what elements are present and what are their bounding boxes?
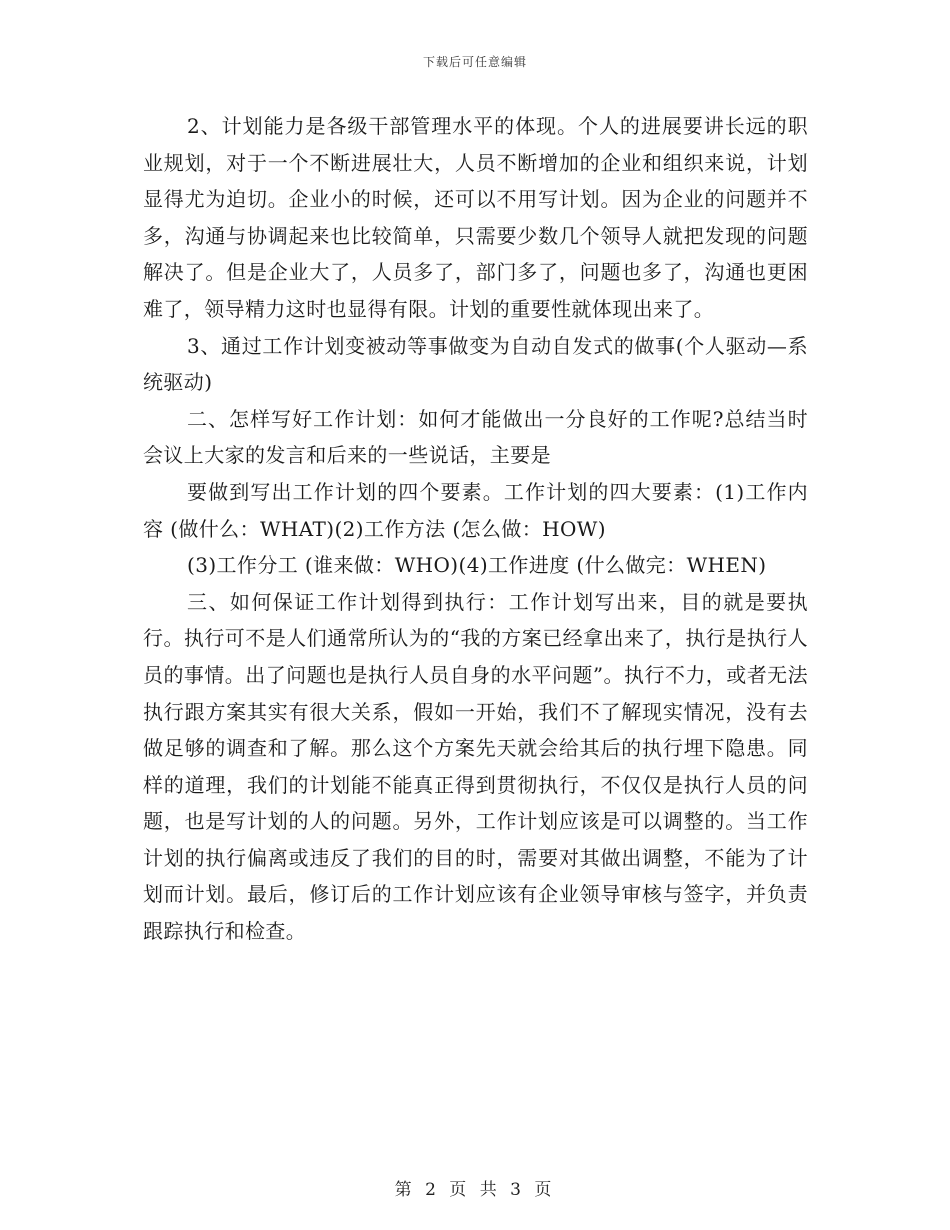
paragraph-self-driven: 3、通过工作计划变被动等事做变为自动自发式的做事(个人驱动—系统驱动) xyxy=(143,333,808,395)
paragraph-division-progress: (3)工作分工 (谁来做：WHO)(4)工作进度 (什么做完：WHEN) xyxy=(187,553,767,578)
paragraph-four-elements: 要做到写出工作计划的四个要素。工作计划的四大要素：(1)工作内容 (做什么：WHAT)(2)工作方法 (怎么做：HOW) xyxy=(143,479,808,541)
page-header: 下载后可任意编辑 xyxy=(422,55,527,69)
page-number-footer: 第 2 页 共 3 页 xyxy=(394,1180,556,1200)
document-body xyxy=(143,108,808,950)
paragraph-execution: 三、如何保证工作计划得到执行：工作计划写出来，目的就是要执行。执行可不是人们通常所认为的“我的方案已经拿出来了，执行是执行人员的事情。出了问题也是执行人员自身的水平问题”。执行不力，或者无法执行跟方案其实有很大关系，假如一开始，我们不了解现实情况，没有去做足够的调查和了解。那么这个方案先天就会给其后的执行埋下隐患。同样的道理，我们的计划能不能真正得到贯彻执行，不仅仅是执行人员的问题，也是写计划的人的问题。另外，工作计划应该是可以调整的。当工作计划的执行偏离或违反了我们的目的时，需要对其做出调整，不能为了计划而计划。最后，修订后的工作计划应该有企业领导审核与签字，并负责跟踪执行和检查。 xyxy=(143,589,808,944)
paragraph-planning-ability: 2、计划能力是各级干部管理水平的体现。个人的进展要讲长远的职业规划，对于一个不断进展壮大，人员不断增加的企业和组织来说，计划显得尤为迫切。企业小的时候，还可以不用写计划。因为企业的问题并不多，沟通与协调起来也比较简单，只需要少数几个领导人就把发现的问题解决了。但是企业大了，人员多了，部门多了，问题也多了，沟通也更困难了，领导精力这时也显得有限。计划的重要性就体现出来了。 xyxy=(143,114,808,321)
paragraph-how-to-write: 二、怎样写好工作计划：如何才能做出一分良好的工作呢?总结当时会议上大家的发言和后来的一些说话，主要是 xyxy=(143,406,808,468)
